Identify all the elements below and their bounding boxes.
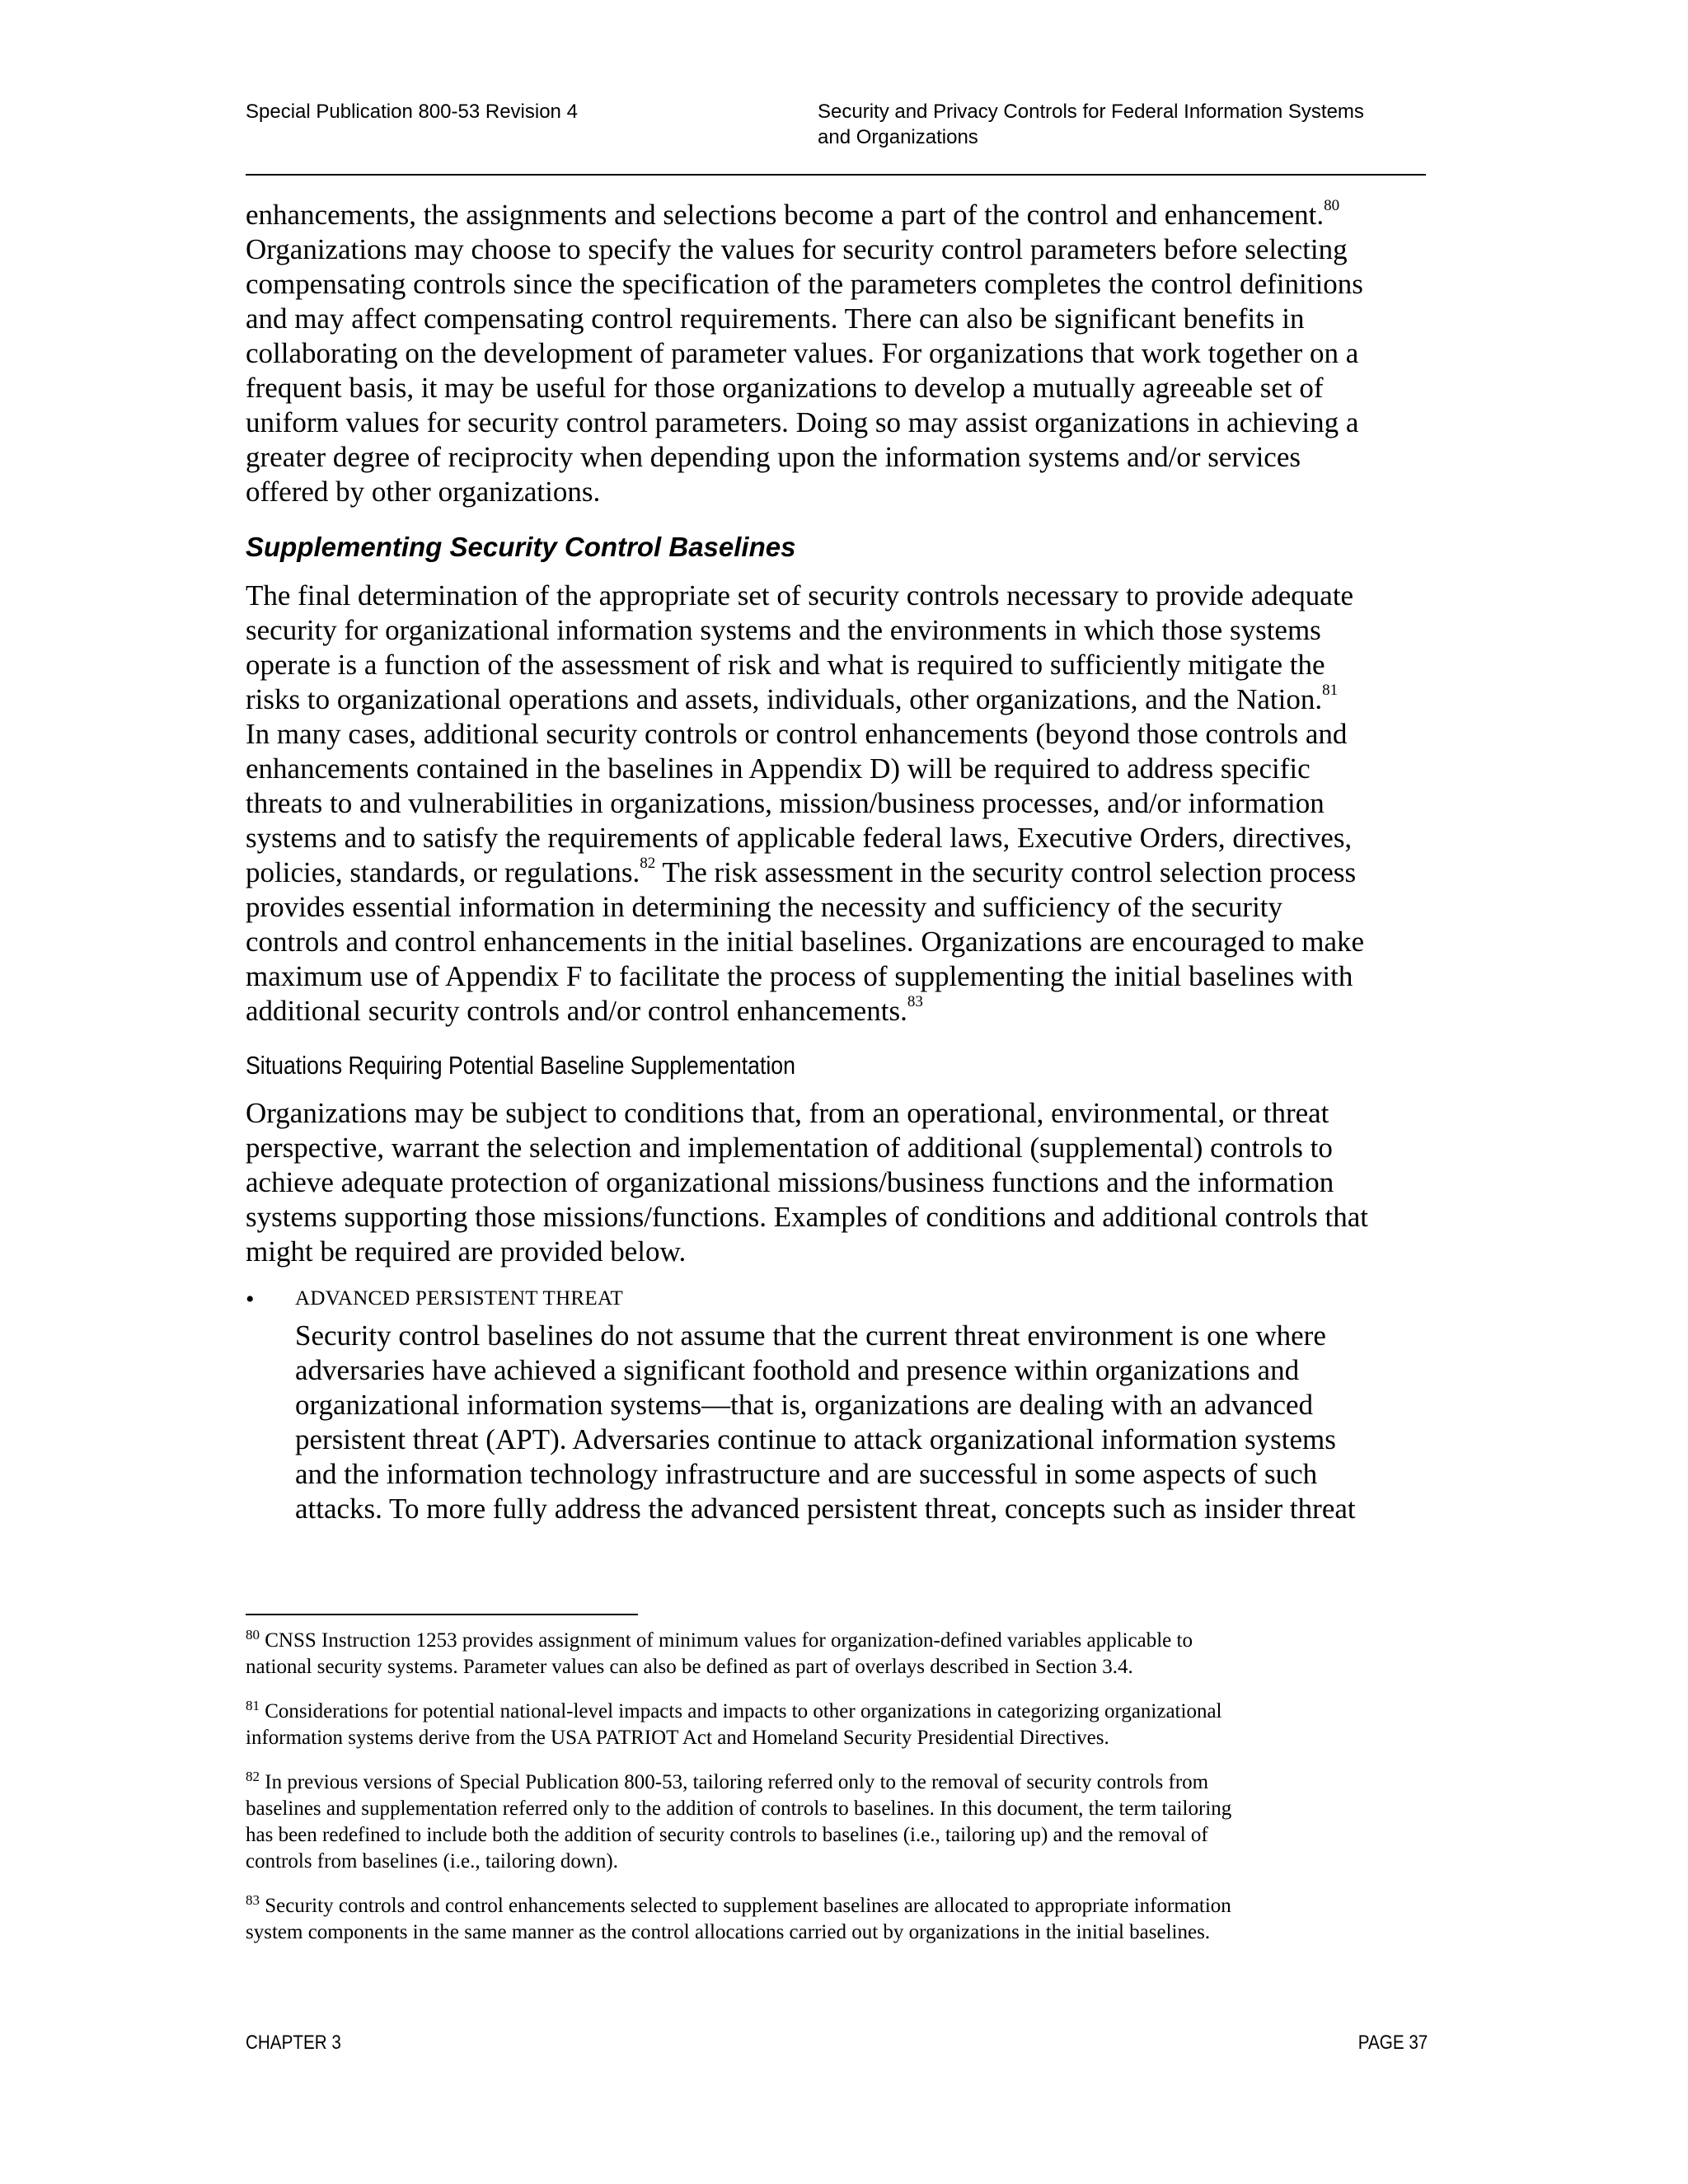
text-line: Organizations may choose to specify the values for security control parameters before selecting	[246, 233, 1348, 265]
footnote-ref-80[interactable]: 80	[1324, 197, 1340, 214]
footnote-text: information systems derive from the USA PATRIOT Act and Homeland Security Presidential Directives.	[246, 1727, 1109, 1749]
text-line: The risk assessment in the security control selection process	[655, 856, 1357, 888]
text-line: enhancements, the assignments and selections become a part of the control and enhancement.	[246, 199, 1325, 231]
footnote-ref-82[interactable]: 82	[640, 855, 656, 872]
footnotes	[246, 1628, 1441, 1964]
footnote-number: 83	[246, 1892, 260, 1908]
footer-page-number: PAGE 37	[1357, 2032, 1428, 2054]
text-line: achieve adequate protection of organizational missions/business functions and the information	[246, 1166, 1334, 1198]
text-line: controls and control enhancements in the initial baselines. Organizations are encouraged to make	[246, 926, 1365, 958]
paragraph-parameter-values	[246, 198, 1457, 509]
text-line: frequent basis, it may be useful for those organizations to develop a mutually agreeable set of	[246, 372, 1324, 404]
footnote-text: baselines and supplementation referred only to the addition of controls to baselines. In this document, the term tailoring	[246, 1797, 1232, 1820]
text-line: In many cases, additional security controls or control enhancements (beyond those controls and	[246, 718, 1348, 750]
text-line: systems and to satisfy the requirements of applicable federal laws, Executive Orders, directives,	[246, 822, 1353, 854]
section-heading: Supplementing Security Control Baselines	[246, 532, 796, 562]
text-line: policies, standards, or regulations.	[246, 856, 640, 888]
footnote-text: CNSS Instruction 1253 provides assignment of minimum values for organization-defined variables applicable to	[260, 1629, 1193, 1652]
bullet-body	[295, 1319, 1457, 1526]
text-line: persistent threat (APT). Adversaries continue to attack organizational information systems	[295, 1423, 1336, 1455]
bullet-item-apt	[246, 1286, 1457, 1526]
footnote-number: 80	[246, 1627, 260, 1643]
text-line: adversaries have achieved a significant foothold and presence within organizations and	[295, 1354, 1300, 1386]
text-line: Organizations may be subject to conditions that, from an operational, environmental, or threat	[246, 1097, 1329, 1129]
text-line: organizational information systems—that is, organizations are dealing with an advanced	[295, 1389, 1314, 1421]
footnote-text: has been redefined to include both the addition of security controls to baselines (i.e., tailoring up) and the removal of	[246, 1824, 1208, 1846]
text-line: additional security controls and/or control enhancements.	[246, 995, 907, 1027]
footnote-82	[246, 1769, 1441, 1875]
text-line: greater degree of reciprocity when depending upon the information systems and/or services	[246, 441, 1301, 473]
paragraph-situations	[246, 1096, 1457, 1269]
text-line: operate is a function of the assessment of risk and what is required to sufficiently mitigate the	[246, 649, 1325, 681]
running-header-right-line: and Organizations	[818, 126, 978, 148]
text-line: security for organizational information systems and the environments in which those systems	[246, 614, 1321, 646]
footnote-ref-83[interactable]: 83	[907, 993, 923, 1010]
footnote-text: In previous versions of Special Publication 800-53, tailoring referred only to the removal of security controls from	[260, 1771, 1209, 1793]
text-line: maximum use of Appendix F to facilitate the process of supplementing the initial baselines with	[246, 960, 1353, 992]
text-line: The final determination of the appropriate set of security controls necessary to provide adequate	[246, 579, 1354, 612]
text-line: and may affect compensating control requirements. There can also be significant benefits in	[246, 302, 1305, 335]
text-line: and the information technology infrastructure and are successful in some aspects of such	[295, 1458, 1318, 1490]
page-body	[246, 198, 1457, 1526]
text-line: uniform values for security control parameters. Doing so may assist organizations in achieving a	[246, 406, 1359, 438]
text-line: collaborating on the development of parameter values. For organizations that work together on a	[246, 337, 1359, 369]
subsection-heading: Situations Requiring Potential Baseline Supplementation	[246, 1051, 795, 1080]
footer-chapter: CHAPTER 3	[246, 2032, 341, 2054]
running-header-left: Special Publication 800-53 Revision 4	[246, 101, 578, 123]
text-line: risks to organizational operations and assets, individuals, other organizations, and the Nation.	[246, 683, 1323, 715]
footnote-text: Considerations for potential national-level impacts and impacts to other organizations in categorizing organizational	[260, 1700, 1222, 1722]
footnote-ref-81[interactable]: 81	[1322, 682, 1339, 699]
text-line: compensating controls since the specification of the parameters completes the control definitions	[246, 268, 1363, 300]
text-line: attacks. To more fully address the advanced persistent threat, concepts such as insider threat	[295, 1493, 1356, 1525]
footnote-number: 81	[246, 1698, 260, 1713]
footnote-number: 82	[246, 1769, 260, 1784]
text-line: perspective, warrant the selection and implementation of additional (supplemental) controls to	[246, 1132, 1333, 1164]
paragraph-supplementing-baselines	[246, 579, 1457, 1029]
footnote-text: Security controls and control enhancements selected to supplement baselines are allocated to appropriate information	[260, 1895, 1231, 1917]
footnote-text: controls from baselines (i.e., tailoring down).	[246, 1850, 618, 1872]
footnote-80	[246, 1628, 1441, 1680]
text-line: enhancements contained in the baselines in Appendix D) will be required to address specific	[246, 752, 1311, 785]
text-line: might be required are provided below.	[246, 1235, 687, 1268]
footnote-83	[246, 1893, 1441, 1946]
bullet-icon: •	[246, 1286, 255, 1313]
footnote-text: national security systems. Parameter values can also be defined as part of overlays described in Section 3.4.	[246, 1656, 1133, 1678]
text-line: offered by other organizations.	[246, 476, 601, 508]
text-line: threats to and vulnerabilities in organizations, mission/business processes, and/or information	[246, 787, 1325, 819]
header-divider	[246, 174, 1426, 176]
footnote-81	[246, 1699, 1441, 1751]
text-line: Security control baselines do not assume that the current threat environment is one where	[295, 1319, 1326, 1352]
footnote-divider	[246, 1614, 638, 1615]
text-line: provides essential information in determining the necessity and sufficiency of the security	[246, 891, 1283, 923]
footnote-text: system components in the same manner as the control allocations carried out by organizations in the initial baselines.	[246, 1921, 1211, 1943]
bullet-title: ADVANCED PERSISTENT THREAT	[295, 1287, 624, 1310]
running-header-right-line: Security and Privacy Controls for Federal Information Systems	[818, 101, 1364, 123]
text-line: systems supporting those missions/functions. Examples of conditions and additional controls that	[246, 1201, 1368, 1233]
running-header-right	[818, 99, 1444, 150]
